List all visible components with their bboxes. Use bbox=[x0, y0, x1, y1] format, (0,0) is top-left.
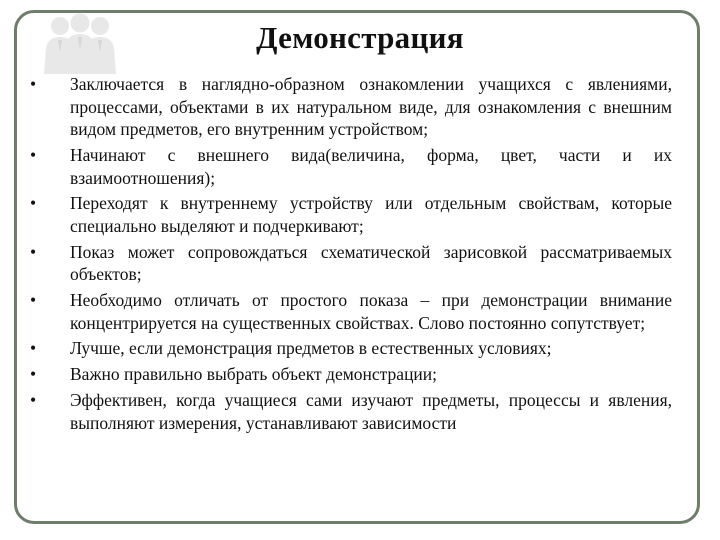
bullet-dot-icon: • bbox=[30, 241, 37, 262]
slide-title: Демонстрация bbox=[256, 20, 464, 55]
bullet-dot-icon: • bbox=[30, 364, 37, 385]
bullet-item bbox=[30, 73, 672, 141]
bullet-item bbox=[30, 241, 672, 286]
bullet-dot-icon: • bbox=[30, 338, 37, 359]
bullet-text: Переходят к внутреннему устройству или отдельным свойствам, которые специально выделяют и подчеркивают; bbox=[70, 193, 672, 236]
bullet-dot-icon: • bbox=[30, 193, 37, 214]
bullet-item bbox=[30, 337, 672, 360]
bullet-dot-icon: • bbox=[30, 144, 37, 165]
bullet-item bbox=[30, 363, 672, 386]
bullet-item bbox=[30, 144, 672, 189]
bullet-text: Лучше, если демонстрация предметов в естественных условиях; bbox=[70, 338, 552, 359]
bullet-text: Начинают с внешнего вида(величина, форма, цвет, части и их взаимоотношения); bbox=[70, 144, 672, 188]
bullet-item bbox=[30, 289, 672, 334]
bullet-dot-icon: • bbox=[30, 390, 37, 411]
bullet-item bbox=[30, 192, 672, 237]
bullet-text: Заключается в наглядно-образном ознакомлении учащихся с явлениями, процессами, объектами в их натуральном виде, для ознакомления с внешним видом предметов, его внутренним устройством; bbox=[70, 74, 672, 140]
bullet-item bbox=[30, 389, 672, 434]
bullet-text: Важно правильно выбрать объект демонстрации; bbox=[70, 364, 438, 385]
bullet-text: Эффективен, когда учащиеся сами изучают предметы, процессы и явления, выполняют измерения, устанавливают зависимости bbox=[70, 390, 672, 433]
bullet-text: Показ может сопровождаться схематической зарисовкой рассматриваемых объектов; bbox=[70, 241, 672, 285]
bullet-dot-icon: • bbox=[30, 74, 37, 94]
bullet-dot-icon: • bbox=[30, 290, 37, 311]
bullet-text: Необходимо отличать от простого показа – при демонстрации внимание концентрируется на существенных свойствах. Слово постоянно сопутствует; bbox=[70, 290, 672, 333]
bullet-list bbox=[30, 73, 672, 437]
